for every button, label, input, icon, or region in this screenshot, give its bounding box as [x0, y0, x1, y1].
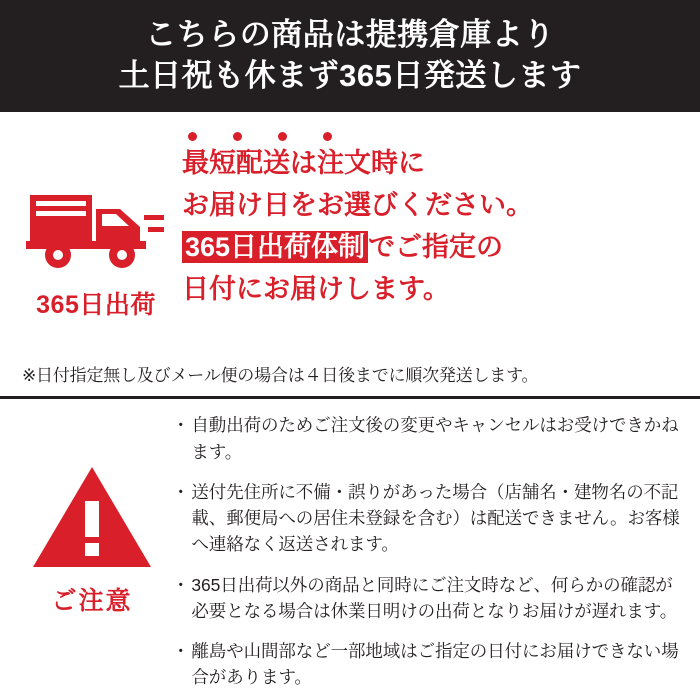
truck-column [10, 126, 182, 353]
banner-header [0, 0, 700, 112]
warning-triangle-icon [31, 463, 153, 571]
decorative-dots [188, 132, 690, 141]
shipping-line-2: お届け日をお選びください。 [182, 189, 533, 220]
bullet-marker: ・ [172, 574, 190, 595]
shipping-note: ※日付指定無し及びメール便の場合は４日後までに順次発送します。 [22, 366, 539, 385]
bullet-marker: ・ [172, 481, 190, 502]
dot-1 [188, 132, 197, 141]
shipping-line-3 [182, 227, 690, 269]
list-item [172, 479, 682, 558]
list-item [172, 572, 682, 625]
caution-item-text: 自動出荷のためご注文後の変更やキャンセルはお受けできかねます。 [191, 415, 679, 462]
shipping-highlight: 365日出荷体制 [182, 231, 368, 263]
caution-item-text: 365日出荷以外の商品と同時にご注文時など、何らかの確認が必要となる場合は休業日明けの出荷となりお届けが遅れます。 [191, 574, 678, 621]
bullet-marker: ・ [172, 415, 190, 436]
header-line-2: 土日祝も休まず365日発送します [118, 58, 582, 93]
dot-2 [233, 132, 242, 141]
list-item [172, 412, 682, 465]
header-line-1: こちらの商品は提携倉庫より [145, 17, 555, 53]
shipping-line-3-rest: でご指定の [368, 231, 504, 262]
list-item [172, 638, 682, 691]
dot-4 [323, 132, 332, 141]
bullet-marker: ・ [172, 641, 190, 662]
shipping-line-4: 日付にお届けします。 [182, 273, 450, 304]
caution-item-text: 送付先住所に不備・誤りがあった場合（店舗名・建物名の不記載、郵便局への居住未登録を含む）は配送できません。お客様へ連絡なく返送されます。 [191, 481, 680, 555]
shipping-text-column [182, 126, 690, 353]
caution-label: ご注意 [51, 586, 133, 615]
shipping-line-1: 最短配送は注文時に [182, 148, 425, 178]
shipping-section [0, 112, 700, 399]
shipping-main [0, 112, 700, 353]
caution-icon-column [12, 411, 172, 692]
truck-label: 365日出荷 [36, 290, 156, 319]
dot-3 [278, 132, 287, 141]
delivery-truck-icon [26, 181, 166, 273]
caution-list [172, 411, 688, 692]
caution-section [0, 399, 700, 700]
caution-item-text: 離島や山間部など一部地域はご指定の日付にお届けできない場合があります。 [191, 641, 679, 688]
